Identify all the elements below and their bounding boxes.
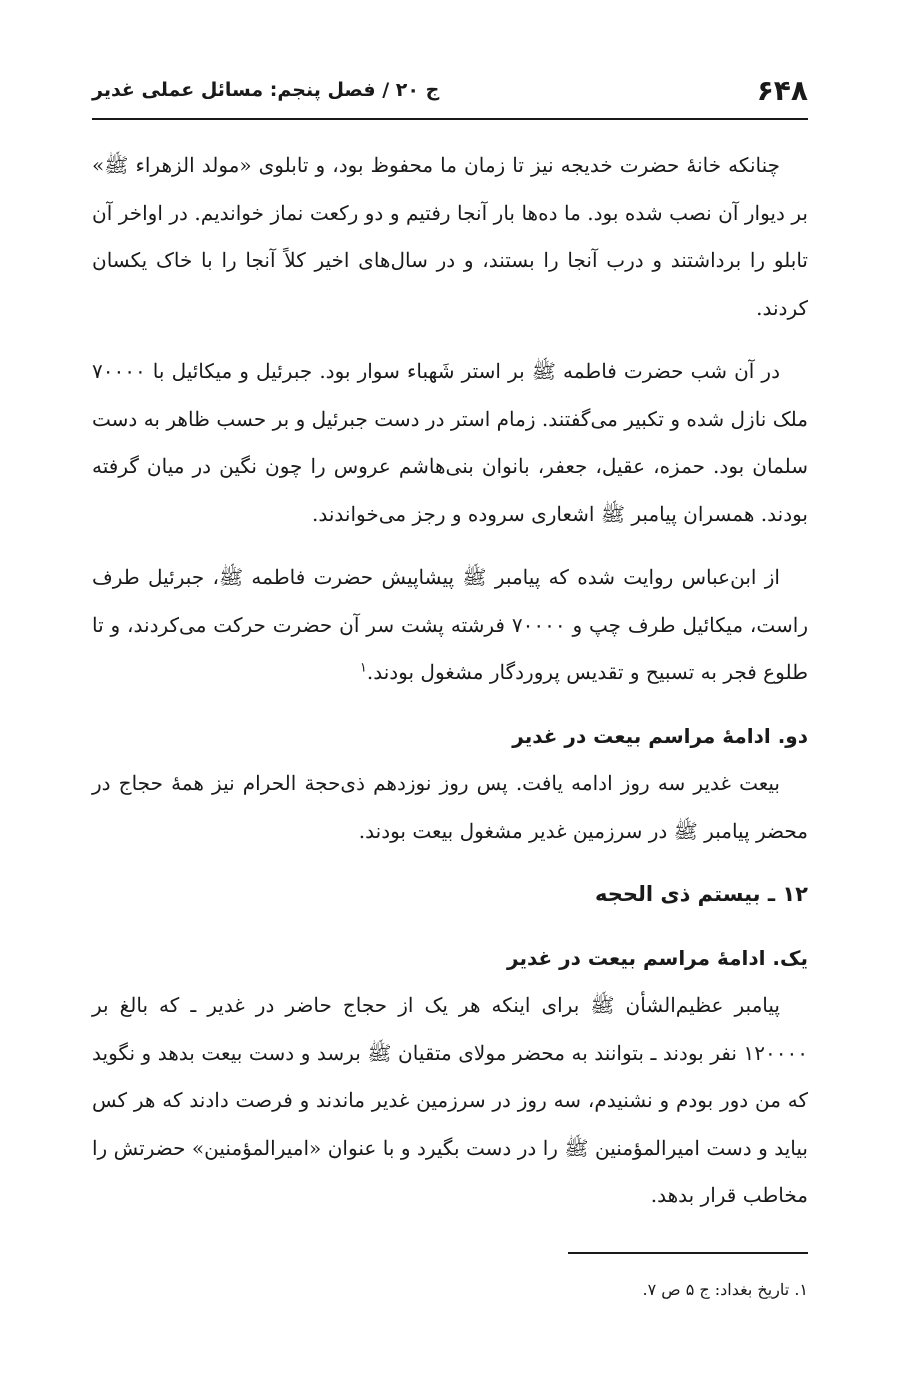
paragraph-khadija-house: چنانکه خانۀ حضرت خدیجه نیز تا زمان ما محفوظ بود، و تابلوی «مولد الزهراء ﷺ» بر دیوار آن نصب شده بود. ما ده‌ها بار آنجا رفتیم و دو رکعت نماز خواندیم. در اواخر آن تابلو را برداشتند و درب آنجا را بستند، و در سال‌های اخیر کلاً آنجا را با خاک یکسان کردند. — [92, 153, 808, 320]
section-heading-20th: ۱۲ ـ بیستم ذی الحجه — [594, 882, 808, 906]
footnote-marker: ۱ — [359, 660, 367, 676]
subheading-yek: یک. ادامۀ مراسم بیعت در غدیر — [507, 945, 808, 970]
paragraph-three-days: پیامبر عظیم‌الشأن ﷺ برای اینکه هر یک از حجاج حاضر در غدیر ـ که بالغ بر ۱۲۰۰۰۰ نفر بودند ـ بتوانند به محضر مولای متقیان ﷺ برسد و دست بیعت بدهد و نگوید که من دور بودم و نشنیدم، سه روز در سرزمین غدیر ماندند و فرصت دادند که هر کس بیاید و دست امیرالمؤمنین ﷺ را در دست بگیرد و با عنوان «امیرالمؤمنین» حضرتش را مخاطب قرار بدهد. — [92, 993, 808, 1207]
body-text — [92, 142, 808, 1220]
paragraph-ibn-abbas — [92, 554, 808, 697]
page-number: ۶۴۸ — [756, 73, 808, 107]
book-page — [92, 0, 808, 1390]
footnote-divider — [568, 1252, 808, 1254]
footnote: ۱. تاریخ بغداد: ج ۵ ص ۷. — [642, 1280, 808, 1299]
chapter-title: ج ۲۰ / فصل پنجم: مسائل عملی غدیر — [92, 79, 440, 101]
subheading-do: دو. ادامۀ مراسم بیعت در غدیر — [512, 723, 808, 748]
paragraph-ibn-abbas-text: از ابن‌عباس روایت شده که پیامبر ﷺ پیشاپیش حضرت فاطمه ﷺ، جبرئیل طرف راست، میکائیل طرف چپ و ۷۰۰۰۰ فرشته پشت سر آن حضرت حرکت می‌کردند، و تا طلوع فجر به تسبیح و تقدیس پروردگار مشغول بودند. — [92, 565, 808, 684]
header-divider — [92, 118, 808, 120]
running-header — [92, 62, 808, 118]
paragraph-wedding-night: در آن شب حضرت فاطمه ﷺ بر استر شَهباء سوار بود. جبرئیل و میکائیل با ۷۰۰۰۰ ملک نازل شده و تکبیر می‌گفتند. زمام استر در دست جبرئیل و بر حسب ظاهر به دست سلمان بود. حمزه، عقیل، جعفر، بانوان بنی‌هاشم عروس را چون نگین در میان گرفته بودند. همسران پیامبر ﷺ اشعاری سروده و رجز می‌خواندند. — [92, 359, 808, 526]
paragraph-bayat-continued: بیعت غدیر سه روز ادامه یافت. پس روز نوزدهم ذی‌حجة الحرام نیز همۀ حجاج در محضر پیامبر ﷺ در سرزمین غدیر مشغول بیعت بودند. — [92, 771, 808, 843]
